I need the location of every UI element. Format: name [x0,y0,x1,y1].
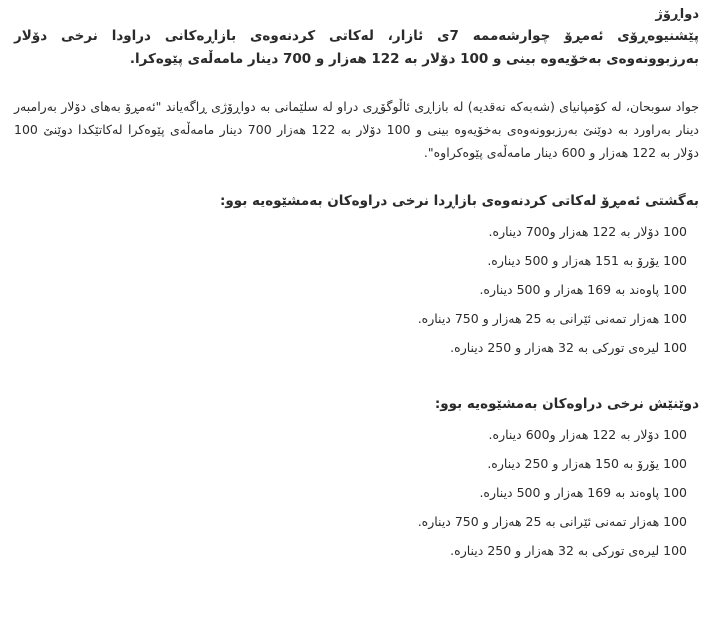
rate-item: 100 لیرەی تورکی بە 32 هەزار و 250 دینارە. [450,543,687,558]
rate-item: 100 دۆلار بە 122 هەزار و700 دینارە. [488,224,687,239]
yesterday-rates-section [14,394,699,565]
rate-item: 100 یۆرۆ بە 150 هەزار و 250 دینارە. [487,456,687,471]
today-rates-section [14,191,699,362]
lead-paragraph: پێشنیوەڕۆی ئەمڕۆ چوارشەممە 7ی ئازار، لەکاتی کردنەوەی بازاڕەکانی دراودا نرخی دۆلار بەرزبوونەوەی بەخۆیەوە بینی و 100 دۆلار بە 122 هەزار و 700 دینار مامەڵەی پێوەکرا. [14,28,699,67]
yesterday-rates-list [14,420,699,565]
rate-item: 100 پاوەند بە 169 هەزار و 500 دینارە. [479,485,687,500]
today-rates-list [14,217,699,362]
yesterday-rates-title: دوێنێش نرخی دراوەکان بەمشێوەیە بوو: [434,396,699,412]
rate-item: 100 دۆلار بە 122 هەزار و600 دینارە. [488,427,687,442]
body-paragraph: جواد سوبحان، لە کۆمپانیای (شەبەکە نەقدیە) لە بازاڕی ئاڵوگۆڕی دراو لە سلێمانی بە دواڕۆژی ڕاگەیاند "ئەمڕۆ بەهای دۆلار بەرامبەر دینار بەراورد بە دوێنێ بەرزبوونەوەی بەخۆیەوە بینی و 100 دۆلار بە 122 هەزار 700 دینار مامەڵەی پێوەکرا لەکاتێکدا دوێنێ 100 دۆلار بە 122 هەزار و 600 دینار مامەڵەی پێوەکراوە". [14,99,699,160]
rate-item: 100 لیرەی تورکی بە 32 هەزار و 250 دینارە. [450,340,687,355]
rate-item: 100 هەزار تمەنی ئێرانی بە 25 هەزار و 750 دینارە. [417,311,687,326]
today-rates-title: بەگشتی ئەمڕۆ لەکاتی کردنەوەی بازاڕدا نرخی دراوەکان بەمشێوەیە بوو: [219,193,699,209]
rate-item: 100 هەزار تمەنی ئێرانی بە 25 هەزار و 750 دینارە. [417,514,687,529]
rate-item: 100 پاوەند بە 169 هەزار و 500 دینارە. [479,282,687,297]
rate-item: 100 یۆرۆ بە 151 هەزار و 500 دینارە. [487,253,687,268]
source-label: دواڕۆژ [655,7,699,22]
